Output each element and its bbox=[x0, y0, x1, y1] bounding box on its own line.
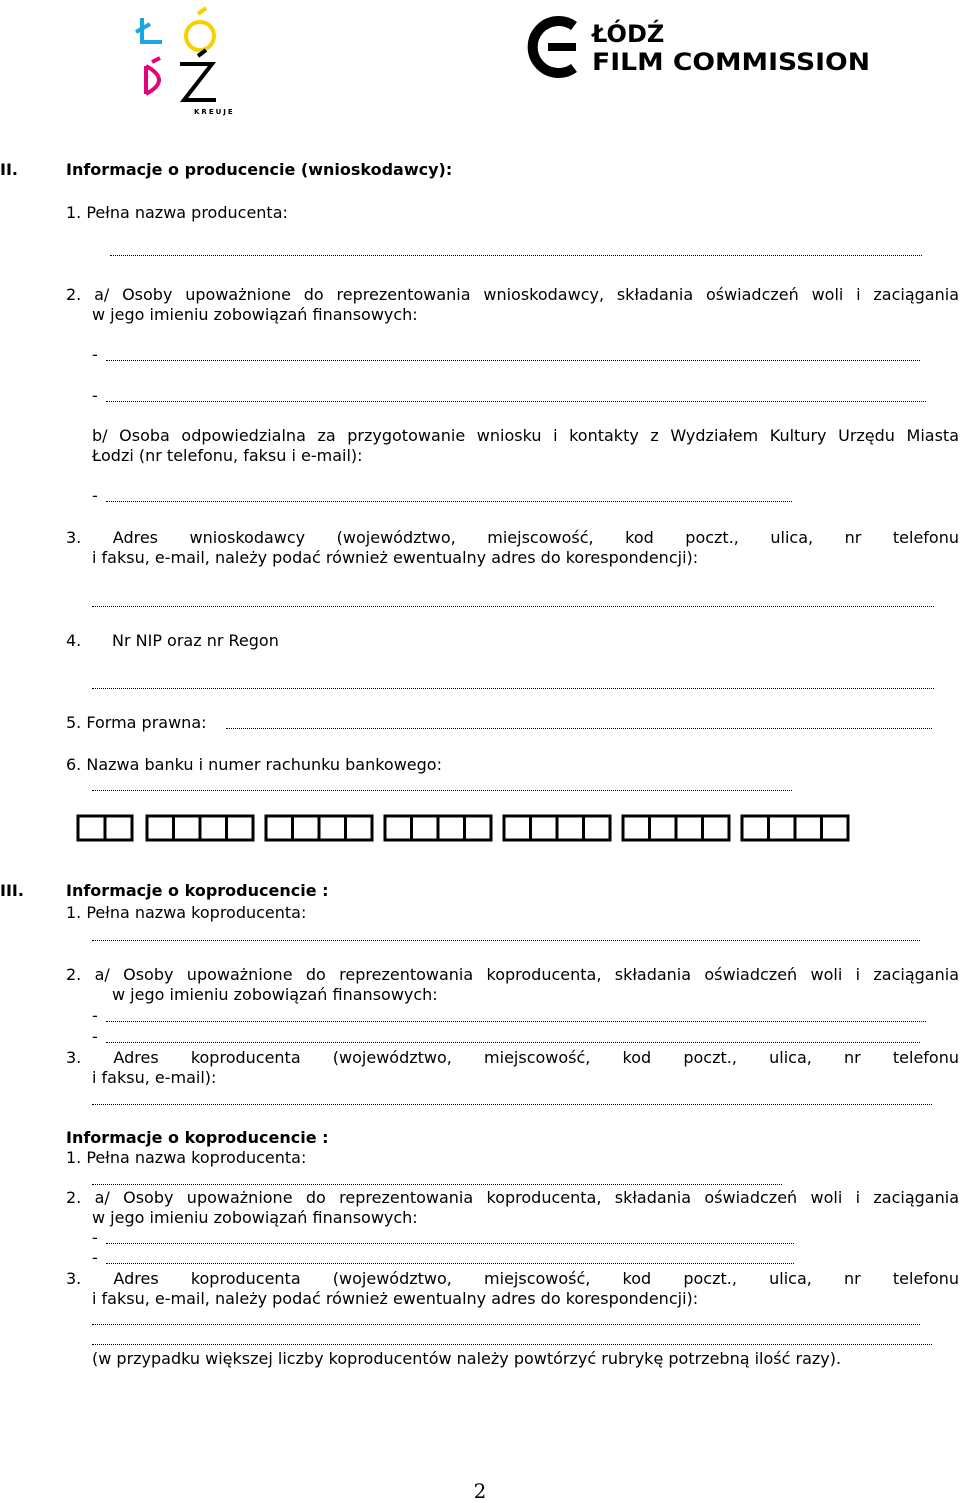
repeat-note: (w przypadku większej liczby koproducentów należy powtórzyć rubrykę potrzebną ilość razy). bbox=[92, 1349, 842, 1368]
coproducer-address-field[interactable] bbox=[92, 1104, 932, 1105]
address-field[interactable] bbox=[92, 606, 934, 607]
section-title: Informacje o producencie (wnioskodawcy): bbox=[66, 160, 453, 179]
page-number: 2 bbox=[473, 1479, 487, 1503]
contact-person-field[interactable] bbox=[106, 501, 792, 502]
item-coproducer2-name-label: 1. Pełna nazwa koproducenta: bbox=[66, 1148, 307, 1167]
logo-line2: FILM COMMISSION bbox=[592, 48, 870, 76]
item-producer-name-label: 1. Pełna nazwa producenta: bbox=[66, 203, 288, 222]
item-nip-number: 4. bbox=[66, 631, 82, 650]
item-bank-label: 6. Nazwa banku i numer rachunku bankowego: bbox=[66, 755, 442, 774]
coproducer2-rep-field-2[interactable] bbox=[106, 1263, 794, 1264]
section-title: Informacje o koproducencie : bbox=[66, 881, 329, 900]
dash: - bbox=[92, 1006, 98, 1025]
bank-account-number-boxes[interactable] bbox=[76, 813, 852, 843]
item-address-line1: 3. Adres wnioskodawcy (województwo, miejscowość, kod poczt., ulica, nr telefonu bbox=[66, 528, 959, 547]
dash: - bbox=[92, 1228, 98, 1247]
item-coproducer2-address-line1: 3. Adres koproducenta (województwo, miejscowość, kod poczt., ulica, nr telefonu bbox=[66, 1269, 959, 1288]
item-coproducer-reps-line1: 2. a/ Osoby upoważnione do reprezentowania koproducenta, składania oświadczeń woli i zaciągania bbox=[66, 965, 959, 984]
item-coproducer-name-label: 1. Pełna nazwa koproducenta: bbox=[66, 903, 307, 922]
item-representatives-line1: 2. a/ Osoby upoważnione do reprezentowania wnioskodawcy, składania oświadczeń woli i zaciągania bbox=[66, 285, 959, 304]
item-address-line2: i faksu, e-mail, należy podać również ewentualny adres do korespondencji): bbox=[92, 548, 699, 567]
item-coproducer-address-line2: i faksu, e-mail): bbox=[92, 1068, 217, 1087]
bank-name-field[interactable] bbox=[92, 790, 792, 791]
coproducer-rep-field-1[interactable] bbox=[106, 1021, 926, 1022]
coproducer-name-field[interactable] bbox=[92, 940, 920, 941]
section-title: Informacje o koproducencie : bbox=[66, 1128, 329, 1147]
item-coproducer-address-line1: 3. Adres koproducenta (województwo, miejscowość, kod poczt., ulica, nr telefonu bbox=[66, 1048, 959, 1067]
dash: - bbox=[92, 386, 98, 405]
coproducer2-rep-field-1[interactable] bbox=[106, 1243, 794, 1244]
coproducer-rep-field-2[interactable] bbox=[106, 1042, 920, 1043]
item-contact-person-line1: b/ Osoba odpowiedzialna za przygotowanie wniosku i kontakty z Wydziałem Kultury Urzędu Miasta bbox=[92, 426, 959, 445]
legal-form-field[interactable] bbox=[226, 728, 932, 729]
dash: - bbox=[92, 345, 98, 364]
representative-field-1[interactable] bbox=[106, 360, 920, 361]
section-number: II. bbox=[0, 160, 18, 179]
nip-regon-field[interactable] bbox=[92, 688, 934, 689]
dash: - bbox=[92, 486, 98, 505]
lodz-film-commission-logo bbox=[518, 14, 874, 80]
lodz-kreuje-logo bbox=[128, 6, 238, 118]
item-representatives-line2: w jego imieniu zobowiązań finansowych: bbox=[92, 305, 418, 324]
coproducer2-name-field[interactable] bbox=[92, 1184, 782, 1185]
representative-field-2[interactable] bbox=[106, 401, 926, 402]
dash: - bbox=[92, 1248, 98, 1267]
item-coproducer2-address-line2: i faksu, e-mail, należy podać również ewentualny adres do korespondencji): bbox=[92, 1289, 699, 1308]
producer-name-field[interactable] bbox=[110, 255, 922, 256]
logo-caption: KREUJE bbox=[194, 108, 235, 116]
coproducer2-address-field-1[interactable] bbox=[92, 1324, 920, 1325]
section-number: III. bbox=[0, 881, 24, 900]
logo-line1: ŁÓDŹ bbox=[592, 20, 665, 48]
item-coproducer2-reps-line2: w jego imieniu zobowiązań finansowych: bbox=[92, 1208, 418, 1227]
coproducer2-address-field-2[interactable] bbox=[92, 1344, 932, 1345]
dash: - bbox=[92, 1027, 98, 1046]
item-nip-label: Nr NIP oraz nr Regon bbox=[112, 631, 279, 650]
item-legal-form-label: 5. Forma prawna: bbox=[66, 713, 207, 732]
item-contact-person-line2: Łodzi (nr telefonu, faksu i e-mail): bbox=[92, 446, 363, 465]
item-coproducer2-reps-line1: 2. a/ Osoby upoważnione do reprezentowania koproducenta, składania oświadczeń woli i zaciągania bbox=[66, 1188, 959, 1207]
item-coproducer-reps-line2: w jego imieniu zobowiązań finansowych: bbox=[112, 985, 438, 1004]
